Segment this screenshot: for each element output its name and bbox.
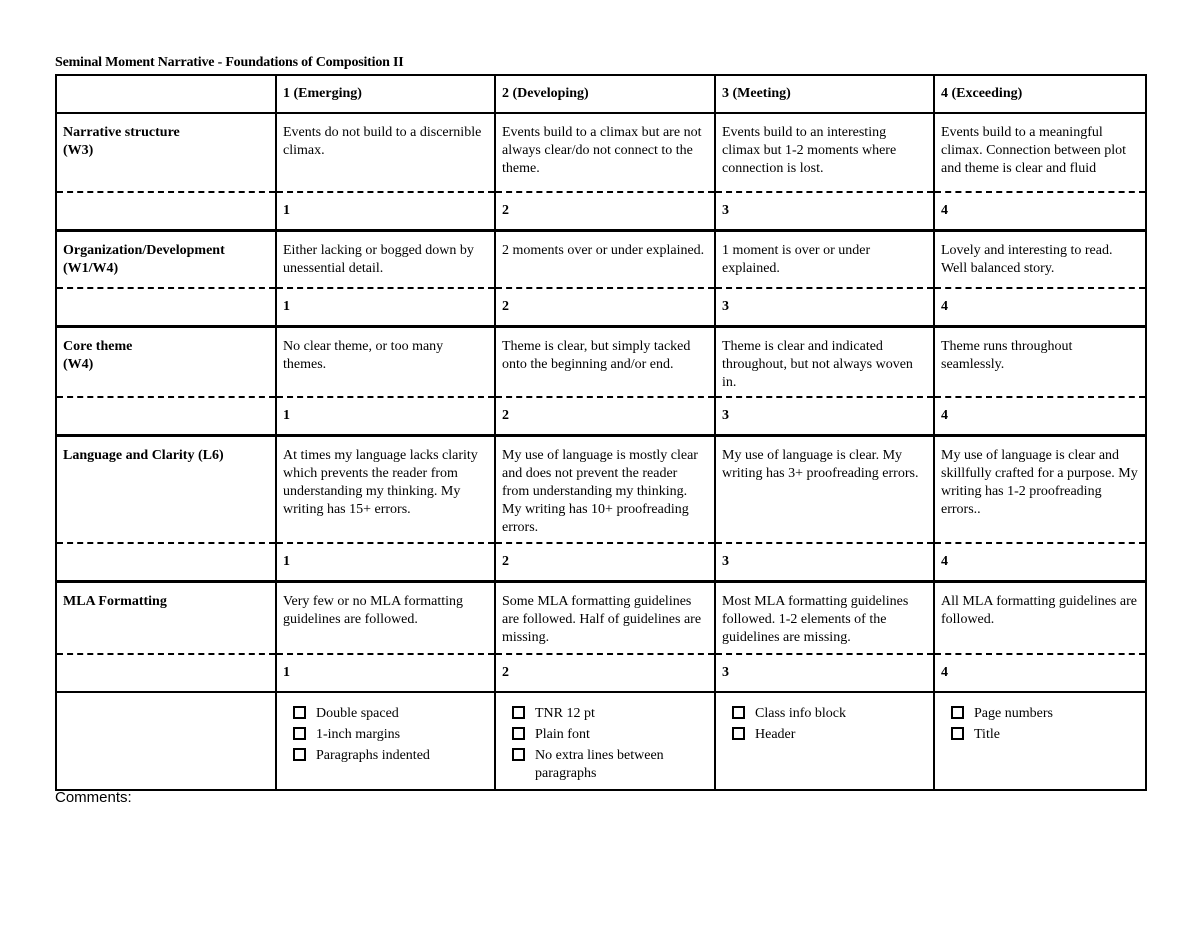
criterion-label (56, 326, 276, 397)
score-cell: 2 (495, 397, 715, 435)
checkbox-icon[interactable] (293, 727, 306, 740)
criterion-name: MLA Formatting (63, 593, 167, 609)
mla-checklist-row (56, 692, 1146, 790)
score-cell: 3 (715, 192, 934, 230)
document-title: Seminal Moment Narrative - Foundations of Composition II (55, 55, 404, 70)
score-cell: 2 (495, 288, 715, 326)
score-cell: 4 (934, 192, 1146, 230)
checklist-item[interactable] (283, 705, 488, 723)
score-cell-blank (56, 543, 276, 581)
score-cell-blank (56, 654, 276, 692)
header-cell-meeting: 3 (Meeting) (715, 75, 934, 113)
score-cell: 1 (276, 288, 495, 326)
score-cell: 1 (276, 654, 495, 692)
criterion-label (56, 113, 276, 192)
level-desc: Very few or no MLA formatting guidelines are followed. (276, 581, 495, 654)
header-cell-emerging: 1 (Emerging) (276, 75, 495, 113)
criterion-name: Language and Clarity (L6) (63, 447, 224, 463)
checkbox-icon[interactable] (732, 727, 745, 740)
level-desc: Events do not build to a discernible climax. (276, 113, 495, 192)
checklist-item[interactable] (502, 726, 708, 744)
criterion-name: Narrative structure (63, 125, 180, 140)
level-desc: Theme runs throughout seamlessly. (934, 326, 1146, 397)
rubric-table (55, 74, 1147, 791)
score-cell: 1 (276, 543, 495, 581)
checklist-blank-cell (56, 692, 276, 790)
level-desc: Events build to a climax but are not always clear/do not connect to the theme. (495, 113, 715, 192)
score-cell-blank (56, 192, 276, 230)
checkbox-icon[interactable] (293, 748, 306, 761)
checklist-item[interactable] (502, 705, 708, 723)
header-cell-developing: 2 (Developing) (495, 75, 715, 113)
level-desc: Theme is clear and indicated throughout, but not always woven in. (715, 326, 934, 397)
checkbox-icon[interactable] (512, 727, 525, 740)
checkbox-icon[interactable] (293, 706, 306, 719)
checkbox-icon[interactable] (512, 748, 525, 761)
checklist-item[interactable] (283, 726, 488, 744)
criterion-label (56, 435, 276, 543)
level-desc: Theme is clear, but simply tacked onto the beginning and/or end. (495, 326, 715, 397)
score-cell: 2 (495, 543, 715, 581)
checkbox-icon[interactable] (512, 706, 525, 719)
checklist-label: TNR 12 pt (535, 706, 595, 721)
criterion-row-organization (56, 230, 1146, 288)
checklist-label: Class info block (755, 706, 846, 721)
score-cell: 4 (934, 654, 1146, 692)
level-desc: Events build to an interesting climax but 1-2 moments where connection is lost. (715, 113, 934, 192)
score-cell: 1 (276, 397, 495, 435)
score-row (56, 397, 1146, 435)
score-cell: 3 (715, 543, 934, 581)
header-cell-blank (56, 75, 276, 113)
header-row (56, 75, 1146, 113)
score-row (56, 543, 1146, 581)
criterion-row-language (56, 435, 1146, 543)
comments-label: Comments: (55, 789, 132, 806)
checklist-column (934, 692, 1146, 790)
criterion-label (56, 230, 276, 288)
score-cell: 4 (934, 288, 1146, 326)
checklist-label: Page numbers (974, 706, 1053, 721)
criterion-name: Organization/Development (63, 242, 225, 258)
level-desc: My use of language is clear and skillfully crafted for a purpose. My writing has 1-2 proofreading errors.. (934, 435, 1146, 543)
level-desc: My use of language is clear. My writing has 3+ proofreading errors. (715, 435, 934, 543)
score-cell: 3 (715, 288, 934, 326)
checklist-item[interactable] (941, 705, 1139, 723)
score-cell: 4 (934, 543, 1146, 581)
score-row (56, 192, 1146, 230)
header-cell-exceeding: 4 (Exceeding) (934, 75, 1146, 113)
level-desc: All MLA formatting guidelines are followed. (934, 581, 1146, 654)
criterion-label (56, 581, 276, 654)
level-desc: 1 moment is over or under explained. (715, 230, 934, 288)
level-desc: Lovely and interesting to read. Well balanced story. (934, 230, 1146, 288)
checklist-label: Paragraphs indented (316, 748, 430, 763)
level-desc: My use of language is mostly clear and does not prevent the reader from understanding my thinking. My writing has 10+ proofreading errors. (495, 435, 715, 543)
checklist-label: 1-inch margins (316, 727, 401, 742)
score-cell: 3 (715, 654, 934, 692)
criterion-code: (W4) (63, 356, 94, 372)
criterion-row-core-theme (56, 326, 1146, 397)
checklist-label: Title (974, 727, 1000, 742)
checklist-item[interactable] (722, 726, 927, 744)
checklist-column (715, 692, 934, 790)
criterion-name: Core theme (63, 338, 133, 354)
score-cell-blank (56, 397, 276, 435)
score-cell: 2 (495, 654, 715, 692)
checklist-label: Double spaced (316, 706, 399, 721)
checklist-column (276, 692, 495, 790)
checklist-item[interactable] (722, 705, 927, 723)
checklist-item[interactable] (941, 726, 1139, 744)
checkbox-icon[interactable] (951, 706, 964, 719)
checkbox-icon[interactable] (951, 727, 964, 740)
level-desc: Events build to a meaningful climax. Connection between plot and theme is clear and fluid (934, 113, 1146, 192)
checkbox-icon[interactable] (732, 706, 745, 719)
level-desc: 2 moments over or under explained. (495, 230, 715, 288)
checklist-item[interactable] (283, 747, 488, 765)
score-cell: 4 (934, 397, 1146, 435)
checklist-label: Plain font (535, 727, 590, 742)
checklist-label: No extra lines between paragraphs (535, 748, 664, 781)
criterion-code: (W3) (63, 143, 94, 158)
level-desc: Either lacking or bogged down by unessential detail. (276, 230, 495, 288)
score-cell: 1 (276, 192, 495, 230)
level-desc: Most MLA formatting guidelines followed. 1-2 elements of the guidelines are missing. (715, 581, 934, 654)
score-cell-blank (56, 288, 276, 326)
score-row (56, 288, 1146, 326)
checklist-item[interactable] (502, 747, 708, 783)
score-cell: 2 (495, 192, 715, 230)
score-cell: 3 (715, 397, 934, 435)
level-desc: At times my language lacks clarity which prevents the reader from understanding my thinking. My writing has 15+ errors. (276, 435, 495, 543)
criterion-row-mla (56, 581, 1146, 654)
criterion-code: (W1/W4) (63, 260, 119, 276)
level-desc: No clear theme, or too many themes. (276, 326, 495, 397)
checklist-column (495, 692, 715, 790)
criterion-row-narrative (56, 113, 1146, 192)
level-desc: Some MLA formatting guidelines are followed. Half of guidelines are missing. (495, 581, 715, 654)
checklist-label: Header (755, 727, 796, 742)
score-row (56, 654, 1146, 692)
